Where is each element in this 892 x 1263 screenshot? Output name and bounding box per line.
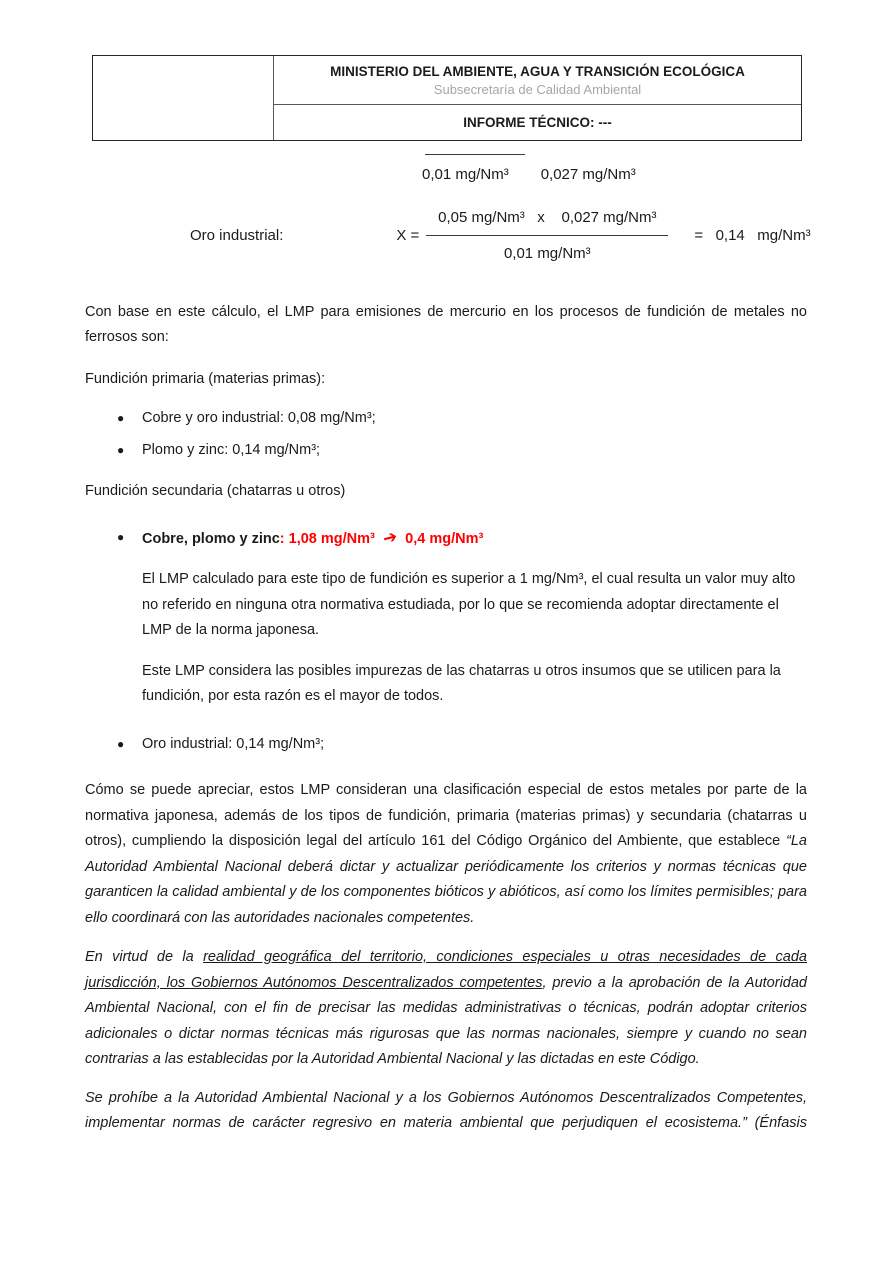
fraction-denominator: 0,01 mg/Nm³ — [503, 245, 591, 262]
paragraph-normal-text: Cómo se puede apreciar, estos LMP consideran una clasificación especial de estos metales por parte de la normativa japonesa, además de los tipos de fundición, primaria (materias primas) y secundaria (chatarras u otros), cumpliendo la disposición legal del artículo 161 del Código Orgánico del Ambiente, que establece — [85, 782, 807, 849]
paragraph-virtud — [85, 945, 807, 1073]
legal-quote-text: “La Autoridad Ambiental Nacional deberá dictar y actualizar periódicamente los criterios y normas técnicas que garanticen la calidad ambiental y de los componentes bióticos y abióticos, así como los límites permisibles; para ello coordinará con las autoridades nacionales competentes. — [85, 833, 807, 926]
formula-lhs: X = — [396, 226, 420, 244]
informe-tecnico-label: INFORME TÉCNICO: --- — [463, 115, 612, 130]
quote-lead-text: En virtud de la — [85, 949, 204, 965]
list-item-text: Cobre y oro industrial: 0,08 mg/Nm³; — [142, 410, 376, 426]
bullet-icon: ● — [117, 442, 125, 457]
header-right-column — [274, 56, 801, 140]
logo-cell — [93, 56, 274, 140]
list-item-text: Oro industrial: 0,14 mg/Nm³; — [142, 735, 325, 752]
list-item-highlighted — [117, 525, 807, 553]
quote-rest-text: , previo a la aprobación de la Autoridad Ambiental Nacional, con el fin de precisar las medidas administrativas o técnicas, podrán adoptar criterios adicionales o dictar normas técnicas más rigurosas que las normas nacionales, siempre y cuando no sean contrarias a las establecidas por la Autoridad Ambiental Nacional y las dictadas en este Código. — [85, 974, 807, 1067]
formula-oro-industrial — [85, 205, 811, 267]
list-item — [117, 732, 807, 758]
formula-value: 0,01 mg/Nm³ — [422, 166, 509, 183]
paragraph-como — [85, 778, 807, 931]
formula-result: = 0,14 mg/Nm³ — [694, 226, 811, 244]
note-paragraph: Este LMP considera las posibles impurezas de las chatarras u otros insumos que se utilicen para la fundición, por esta razón es el mayor de todos. — [142, 662, 781, 704]
fraction-bar — [425, 154, 525, 155]
subsecretaria-subtitle: Subsecretaría de Calidad Ambiental — [433, 82, 642, 97]
list-item — [117, 406, 807, 432]
bullet-icon: ● — [117, 529, 125, 544]
formula-value: 0,027 mg/Nm³ — [540, 166, 636, 183]
formula-partial-fraction — [422, 154, 807, 188]
secondary-smelting-heading: Fundición secundaria (chatarras u otros) — [85, 483, 346, 499]
right-arrow-icon: ➔ — [380, 526, 400, 548]
ministry-title: MINISTERIO DEL AMBIENTE, AGUA Y TRANSICIÓN ECOLÓGICA — [330, 64, 745, 79]
note-paragraph: El LMP calculado para este tipo de fundición es superior a 1 mg/Nm³, el cual resulta un valor muy alto no referido en ninguna otra normativa estudiada, por lo que se recomienda adoptar directamente el LMP de la norma japonesa. — [142, 571, 796, 638]
header-table — [92, 55, 802, 141]
formula-label: Oro industrial: — [190, 226, 284, 244]
formula-partial-values — [422, 162, 807, 188]
list-item — [117, 438, 807, 464]
fraction-bar — [426, 235, 668, 236]
new-limit-value: 0,4 mg/Nm³ — [401, 530, 484, 547]
paragraph-prohibe: Se prohíbe a la Autoridad Ambiental Nacional y a los Gobiernos Autónomos Descentralizados Competentes, implementar normas de carácter regresivo en materia ambiental que perjudiquen el ecosistema.” (Énfasis — [85, 1089, 807, 1131]
list-item-text — [142, 525, 807, 553]
informe-cell — [274, 105, 801, 140]
header-title-cell — [274, 56, 801, 105]
list-item-text: Plomo y zinc: 0,14 mg/Nm³; — [142, 441, 321, 458]
primary-smelting-heading: Fundición primaria (materias primas): — [85, 370, 326, 387]
highlight-colon: : — [279, 530, 289, 547]
paragraph-intro: Con base en este cálculo, el LMP para emisiones de mercurio en los procesos de fundición de metales no ferrosos son: — [85, 303, 807, 345]
fraction — [426, 205, 668, 267]
metal-label: Cobre, plomo y zinc — [142, 530, 280, 547]
old-limit-value: 1,08 mg/Nm³ — [288, 530, 379, 547]
primary-bullet-list — [85, 406, 807, 463]
underlined-quote-text: realidad geográfica del territorio, condiciones especiales u otras necesidades de cada jurisdicción, los Gobiernos Autónomos Descentralizados competentes — [85, 949, 807, 991]
bullet-icon: ● — [117, 411, 125, 425]
bullet-icon: ● — [117, 736, 125, 751]
fraction-numerator: 0,05 mg/Nm³ x 0,027 mg/Nm³ — [438, 208, 657, 226]
